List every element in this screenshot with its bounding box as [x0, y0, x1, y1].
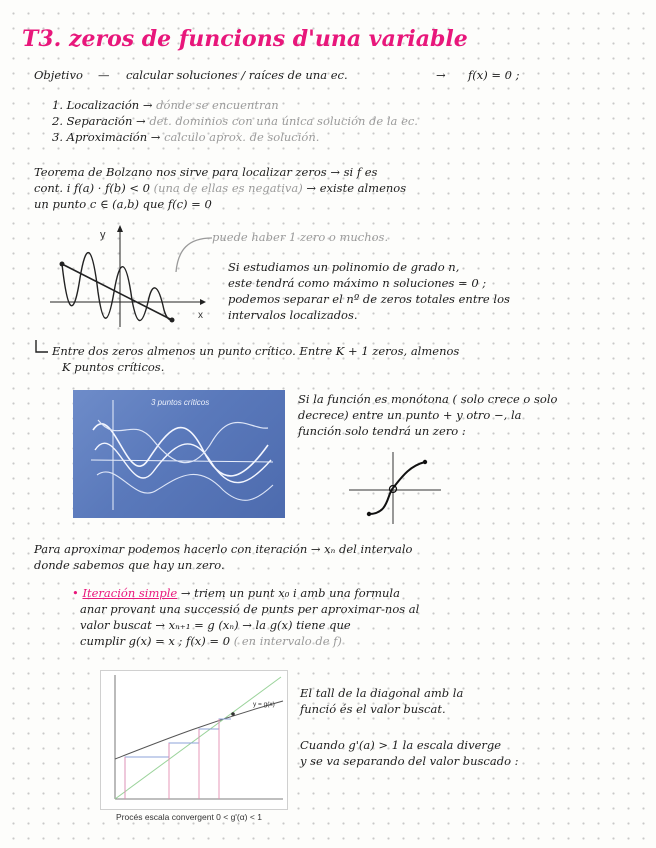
diagonal-line: funció és el valor buscat.: [300, 702, 446, 716]
monotone-sketch-graph: [345, 448, 445, 528]
arrow-icon: —: [98, 68, 110, 82]
corner-arrow-icon: [32, 338, 52, 358]
arrow-icon: →: [150, 130, 161, 144]
diagonal-line: El tall de la diagonal amb la: [300, 686, 464, 700]
bolzano-line-3: un punto c ∈ (a,b) que f(c) = 0: [34, 197, 212, 211]
critical-line: K puntos críticos.: [62, 360, 165, 374]
iteration-line-4: cumplir g(x) = x ; f(x) = 0 ( en intervalo de f): [80, 634, 342, 648]
bolzano-line-2: cont. i f(a) · f(b) < 0 (una de ellas es negativa) → existe almenos: [34, 181, 407, 195]
polynomial-line: Si estudiamos un polinomio de grado n,: [228, 260, 460, 274]
staircase-diagram: [100, 670, 288, 810]
annotation-arrow-icon: [168, 228, 218, 278]
iteration-title: Iteración simple: [82, 586, 178, 600]
diverge-line: Cuando g'(a) > 1 la escala diverge: [300, 738, 502, 752]
diverge-line: y se va separando del valor buscado :: [300, 754, 519, 768]
chalkboard-image: [73, 390, 285, 518]
objective-text: calcular soluciones / raíces de una ec.: [126, 68, 348, 82]
arrow-icon: →: [436, 68, 446, 82]
monotone-line: decrece) entre un punto + y otro −, la: [298, 408, 522, 422]
page-title: T3. zeros de funcions d'una variable: [22, 26, 468, 52]
list-item: 1. Localización → dónde se encuentran: [52, 98, 279, 112]
approx-line: Para aproximar podemos hacerlo con iteración → xₙ del intervalo: [34, 542, 413, 556]
critical-line: Entre dos zeros almenos un punto crítico. Entre K + 1 zeros, almenos: [52, 344, 460, 358]
iteration-line-2: anar provant una successió de punts per aproximar-nos al: [80, 602, 420, 616]
objective-label: Objetivo: [34, 68, 83, 82]
list-item: 3. Aproximación → calculo aprox. de solución.: [52, 130, 320, 144]
approx-line: donde sabemos que hay un zero.: [34, 558, 225, 572]
list-item: 2. Separación → det. dominios con una única solución de la ec.: [52, 114, 418, 128]
monotone-line: Si la función es monótona ( solo crece o solo: [298, 392, 558, 406]
arrow-icon: →: [136, 114, 146, 128]
curve-label: y = g(x): [253, 701, 275, 708]
bullet-icon: •: [72, 586, 79, 600]
polynomial-line: este tendrá como máximo n soluciones = 0 ;: [228, 276, 487, 290]
chalkboard-label: 3 puntos críticos: [151, 398, 210, 407]
iteration-line-1: • Iteración simple → triem un punt x₀ i amb una formula: [72, 586, 400, 600]
polynomial-line: intervalos localizados.: [228, 308, 358, 322]
graph-note: puede haber 1 zero o muchos.: [212, 230, 389, 244]
monotone-line: función solo tendrá un zero :: [298, 424, 466, 438]
bolzano-line-1: Teorema de Bolzano nos sirve para localizar zeros → si f es: [34, 165, 378, 179]
arrow-icon: →: [142, 98, 153, 112]
polynomial-line: podemos separar el nº de zeros totales entre los: [228, 292, 510, 306]
svg-text:x: x: [198, 310, 203, 321]
diagram-caption: Procés escala convergent 0 < g'(α) < 1: [116, 812, 262, 822]
objective-formula: f(x) = 0 ;: [468, 68, 520, 82]
svg-text:y: y: [100, 229, 106, 241]
iteration-line-3: valor buscat → xₙ₊₁ = g (xₙ) → la g(x) tiene que: [80, 618, 351, 632]
